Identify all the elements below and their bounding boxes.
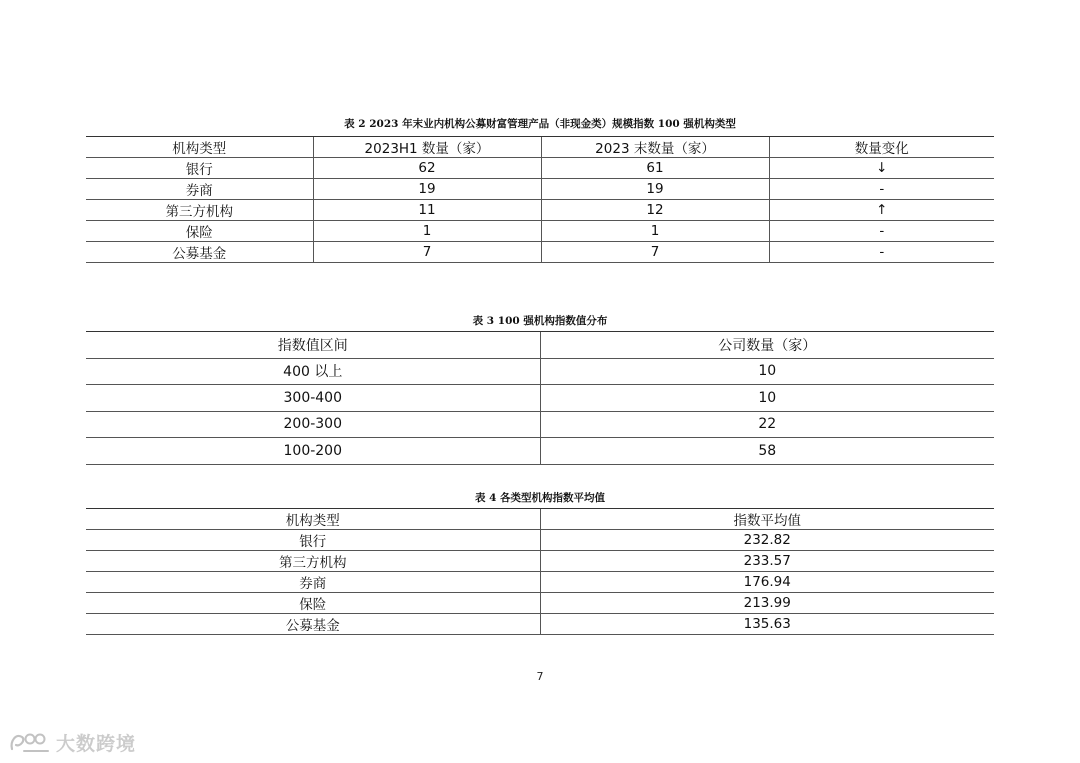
table-header-cell: 机构类型: [86, 137, 313, 158]
table-cell: 232.82: [540, 530, 994, 551]
table-cell: 135.63: [540, 614, 994, 635]
table4-average-index: [86, 508, 994, 635]
table-cell: 7: [541, 242, 769, 263]
table-cell: 第三方机构: [86, 551, 540, 572]
table-header-cell: 机构类型: [86, 509, 540, 530]
table2-caption: 表 2 2023 年末业内机构公募财富管理产品（非现金类）规模指数 100 强机构类型: [344, 118, 736, 130]
table-row: [86, 358, 994, 385]
table-cell: ↓: [769, 158, 994, 179]
table-cell: 11: [313, 200, 541, 221]
table4-body: [86, 509, 994, 635]
table-cell: 券商: [86, 572, 540, 593]
table-cell: 300-400: [86, 385, 540, 412]
table-header-cell: 数量变化: [769, 137, 994, 158]
table-header-row: [86, 509, 994, 530]
brand-logo-icon: [8, 729, 52, 755]
table-header-cell: 公司数量（家）: [540, 332, 994, 359]
table-row: [86, 200, 994, 221]
table4-caption: 表 4 各类型机构指数平均值: [474, 492, 606, 504]
table-cell: 213.99: [540, 593, 994, 614]
watermark: [8, 726, 136, 758]
table2-body: [86, 137, 994, 263]
table-row: [86, 221, 994, 242]
table-cell: 公募基金: [86, 614, 540, 635]
table-cell: 233.57: [540, 551, 994, 572]
table-cell: 7: [313, 242, 541, 263]
table-cell: 19: [313, 179, 541, 200]
table-cell: -: [769, 242, 994, 263]
table-cell: 第三方机构: [86, 200, 313, 221]
table-header-row: [86, 137, 994, 158]
table-cell: 22: [540, 411, 994, 438]
table-row: [86, 242, 994, 263]
table-cell: 保险: [86, 593, 540, 614]
table-row: [86, 385, 994, 412]
table3-caption: 表 3 100 强机构指数值分布: [472, 315, 608, 327]
table-cell: 银行: [86, 158, 313, 179]
table-row: [86, 572, 994, 593]
table-row: [86, 551, 994, 572]
table-cell: 12: [541, 200, 769, 221]
table2-institution-types: [86, 136, 994, 263]
table-cell: -: [769, 179, 994, 200]
table-row: [86, 614, 994, 635]
table-cell: 62: [313, 158, 541, 179]
table-row: [86, 593, 994, 614]
table-cell: 400 以上: [86, 358, 540, 385]
table-cell: 100-200: [86, 438, 540, 465]
table-cell: 10: [540, 385, 994, 412]
table-row: [86, 411, 994, 438]
table-cell: 176.94: [540, 572, 994, 593]
table-row: [86, 158, 994, 179]
table3-index-distribution: [86, 331, 994, 465]
table-cell: 19: [541, 179, 769, 200]
table-cell: 银行: [86, 530, 540, 551]
table-cell: 61: [541, 158, 769, 179]
table-header-cell: 2023H1 数量（家）: [313, 137, 541, 158]
table-header-cell: 指数值区间: [86, 332, 540, 359]
table-cell: 1: [541, 221, 769, 242]
table-header-cell: 指数平均值: [540, 509, 994, 530]
page-number: 7: [536, 670, 544, 683]
table-cell: 200-300: [86, 411, 540, 438]
table-row: [86, 179, 994, 200]
watermark-text: 大数跨境: [56, 732, 137, 755]
table-header-row: [86, 332, 994, 359]
table-cell: -: [769, 221, 994, 242]
table-row: [86, 438, 994, 465]
table3-body: [86, 332, 994, 465]
table-cell: ↑: [769, 200, 994, 221]
table-cell: 58: [540, 438, 994, 465]
table-row: [86, 530, 994, 551]
table-cell: 10: [540, 358, 994, 385]
table-cell: 保险: [86, 221, 313, 242]
table-header-cell: 2023 末数量（家）: [541, 137, 769, 158]
table-cell: 券商: [86, 179, 313, 200]
table-cell: 公募基金: [86, 242, 313, 263]
table-cell: 1: [313, 221, 541, 242]
